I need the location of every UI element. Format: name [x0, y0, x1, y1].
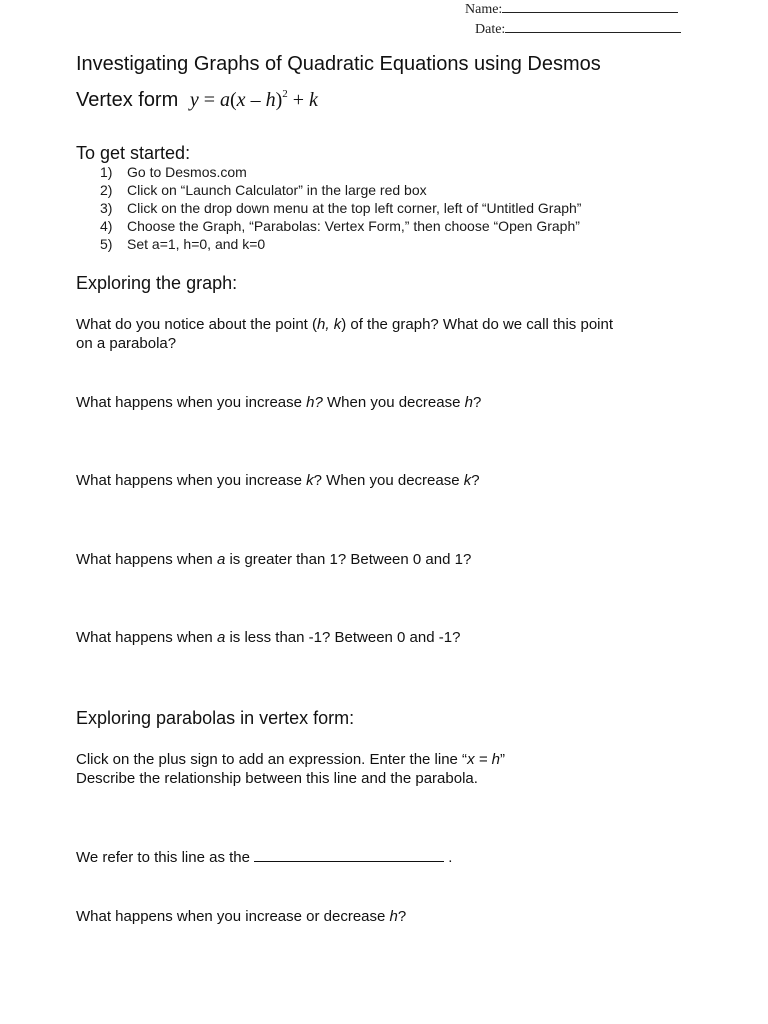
vertex-form-label: Vertex form — [76, 89, 179, 111]
getting-started-steps — [100, 163, 581, 253]
vertex-form-line — [76, 88, 318, 112]
question-axis-change-h: What happens when you increase or decrease h? — [76, 908, 407, 925]
date-field — [475, 20, 681, 38]
date-label: Date: — [475, 22, 506, 37]
exploring-vertex-heading: Exploring parabolas in vertex form: — [76, 708, 355, 728]
answer-blank[interactable] — [254, 849, 444, 862]
question-a-negative: What happens when a is less than -1? Between 0 and -1? — [76, 629, 461, 646]
step-item: 5) Set a=1, h=0, and k=0 — [100, 236, 266, 252]
question-change-k: What happens when you increase k? When you decrease k? — [76, 472, 480, 489]
question-vertex-point: What do you notice about the point (h, k) of the graph? What do we call this point on a parabola? — [76, 316, 614, 352]
question-a-positive: What happens when a is greater than 1? Between 0 and 1? — [76, 551, 472, 568]
step-item: 3) Click on the drop down menu at the top left corner, left of “Untitled Graph” — [100, 200, 582, 216]
vertex-formula: y = a(x – h)$^2$ + k — [189, 88, 318, 111]
fill-in-axis-name: We refer to this line as the . — [76, 849, 453, 866]
name-blank[interactable] — [502, 0, 678, 13]
name-label: Name: — [465, 2, 503, 17]
page-title: Investigating Graphs of Quadratic Equations using Desmos — [76, 53, 601, 75]
date-blank[interactable] — [505, 20, 681, 33]
instruction-axis-line: Click on the plus sign to add an expression. Enter the line “x = h” Describe the relationship between this line and the parabola. — [76, 751, 505, 787]
step-item: 1) Go to Desmos.com — [100, 164, 247, 180]
exploring-graph-heading: Exploring the graph: — [76, 273, 238, 293]
step-item: 4) Choose the Graph, “Parabolas: Vertex Form,” then choose “Open Graph” — [100, 218, 580, 234]
name-field — [465, 0, 678, 18]
question-change-h: What happens when you increase h? When you decrease h? — [76, 394, 482, 411]
getting-started-heading: To get started: — [76, 143, 191, 163]
step-item: 2) Click on “Launch Calculator” in the large red box — [100, 182, 427, 198]
